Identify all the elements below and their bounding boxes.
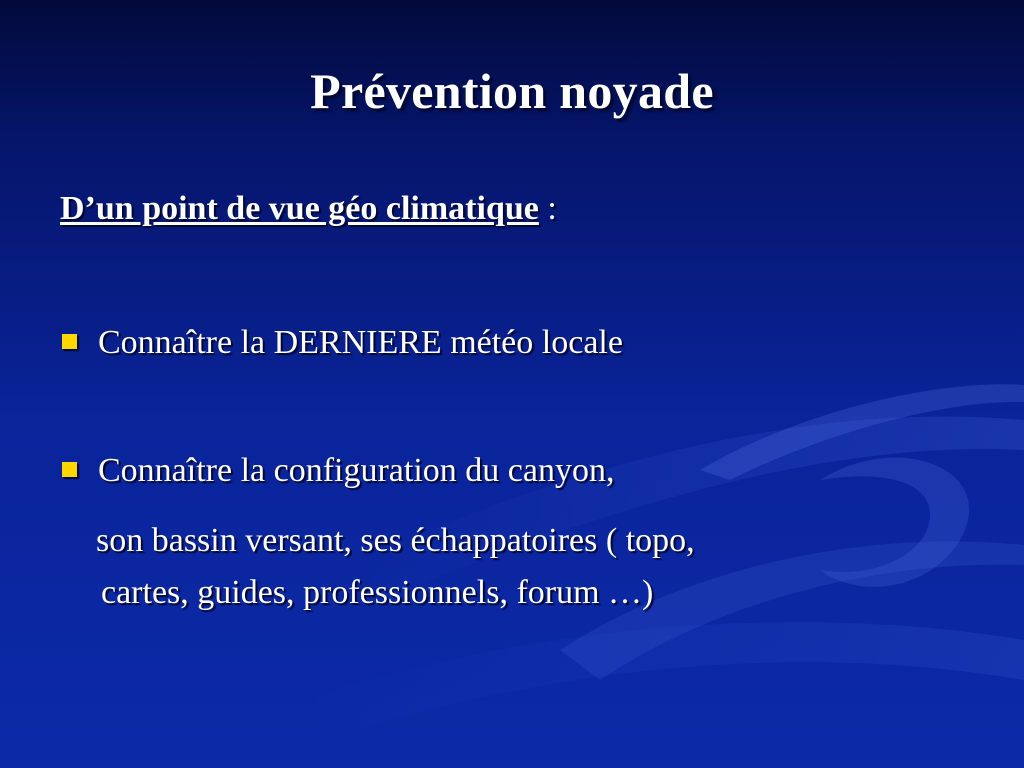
square-bullet-icon xyxy=(62,462,77,477)
bullet-continuation-line: son bassin versant, ses échappatoires ( topo, xyxy=(96,522,695,559)
subtitle-emphasis: D’un point de vue géo climatique xyxy=(60,190,539,227)
slide-subtitle xyxy=(60,190,557,228)
square-bullet-icon xyxy=(62,334,77,349)
slide-title: Prévention noyade xyxy=(310,63,714,119)
bullet-item xyxy=(62,452,614,490)
subtitle-suffix: : xyxy=(538,190,557,227)
bullet-text: Connaître la configuration du canyon, xyxy=(98,452,615,489)
bullet-text: Connaître la DERNIERE météo locale xyxy=(98,324,623,361)
bullet-continuation-line: cartes, guides, professionnels, forum …) xyxy=(101,574,654,611)
bullet-item xyxy=(62,324,623,362)
